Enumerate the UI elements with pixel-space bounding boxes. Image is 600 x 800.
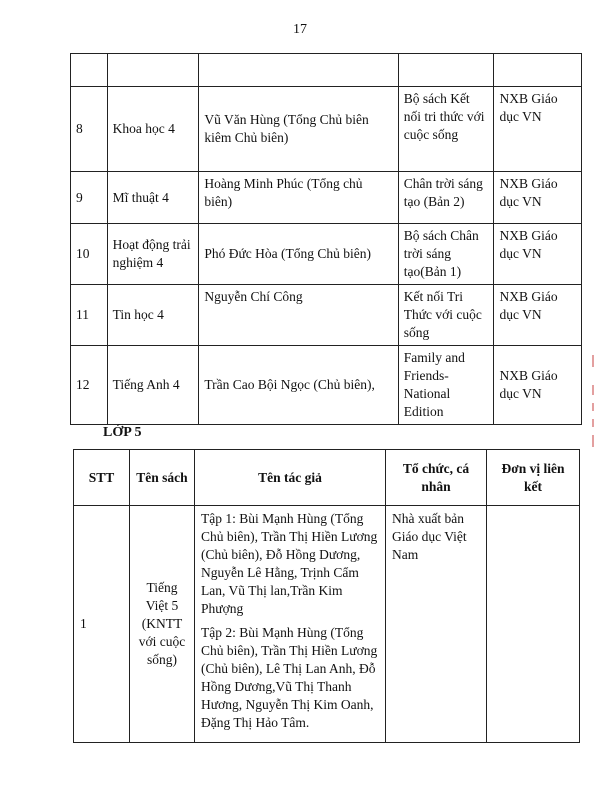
series-cell: Kết nối Tri Thức với cuộc sống xyxy=(398,285,494,346)
stt-cell: 12 xyxy=(71,346,108,425)
publisher-cell: NXB Giáo dục VN xyxy=(494,87,582,172)
book-cell: Tin học 4 xyxy=(107,285,199,346)
series-cell: Family and Friends-National Edition xyxy=(398,346,494,425)
stt-cell: 10 xyxy=(71,224,108,285)
book-cell: Hoạt động trải nghiệm 4 xyxy=(107,224,199,285)
page-number: 17 xyxy=(293,22,307,37)
publisher-cell: NXB Giáo dục VN xyxy=(494,172,582,224)
table-row xyxy=(71,87,582,172)
series-cell: Bộ sách Chân trời sáng tạo(Bản 1) xyxy=(398,224,494,285)
section-title-grade5: LỚP 5 xyxy=(103,425,142,440)
org-cell: Nhà xuất bản Giáo dục Việt Nam xyxy=(386,506,487,743)
table-header-row xyxy=(74,450,580,506)
header-stt: STT xyxy=(74,450,130,506)
table-row xyxy=(71,224,582,285)
author-cell: Phó Đức Hòa (Tổng Chủ biên) xyxy=(199,224,398,285)
table-row xyxy=(71,285,582,346)
book-cell: Tiếng Việt 5 (KNTT với cuộc sống) xyxy=(130,506,195,743)
publisher-cell: NXB Giáo dục VN xyxy=(494,346,582,425)
author-cell: Hoàng Minh Phúc (Tổng chủ biên) xyxy=(199,172,398,224)
author-volume-2: Tập 2: Bùi Mạnh Hùng (Tổng Chủ biên), Trần Thị Hiền Lương (Chủ biên), Lê Thị Lan Anh, Đỗ Hồng Dương,Vũ Thị Thanh Hương, Nguyễn Thị Kim Oanh, Đặng Thị Hảo Tâm. xyxy=(201,625,378,730)
header-author: Tên tác giả xyxy=(195,450,386,506)
author-cell: Vũ Văn Hùng (Tổng Chủ biên kiêm Chủ biên) xyxy=(199,87,398,172)
stt-cell: 8 xyxy=(71,87,108,172)
book-cell: Khoa học 4 xyxy=(107,87,199,172)
series-cell: Chân trời sáng tạo (Bản 2) xyxy=(398,172,494,224)
header-book: Tên sách xyxy=(130,450,195,506)
margin-stamp-icon xyxy=(590,355,596,455)
book-cell xyxy=(107,54,199,87)
table-row xyxy=(71,172,582,224)
author-cell xyxy=(195,506,386,743)
grade5-book-table xyxy=(73,449,580,743)
table-row xyxy=(74,506,580,743)
series-cell: Bộ sách Kết nối tri thức với cuộc sống xyxy=(398,87,494,172)
author-cell xyxy=(199,54,398,87)
stt-cell: 11 xyxy=(71,285,108,346)
margin-stamp-mark xyxy=(590,355,596,455)
book-cell: Tiếng Anh 4 xyxy=(107,346,199,425)
unit-cell xyxy=(487,506,580,743)
publisher-cell xyxy=(494,54,582,87)
grade4-book-table xyxy=(70,53,582,425)
book-cell: Mĩ thuật 4 xyxy=(107,172,199,224)
author-cell: Trần Cao Bội Ngọc (Chủ biên), xyxy=(199,346,398,425)
series-cell xyxy=(398,54,494,87)
stt-cell: 9 xyxy=(71,172,108,224)
table-row xyxy=(71,54,582,87)
table-row xyxy=(71,346,582,425)
header-unit: Đơn vị liên kết xyxy=(487,450,580,506)
stt-cell: 1 xyxy=(74,506,130,743)
publisher-cell: NXB Giáo dục VN xyxy=(494,285,582,346)
header-org: Tổ chức, cá nhân xyxy=(386,450,487,506)
stt-cell xyxy=(71,54,108,87)
author-cell: Nguyễn Chí Công xyxy=(199,285,398,346)
author-volume-1: Tập 1: Bùi Mạnh Hùng (Tổng Chủ biên), Trần Thị Hiền Lương (Chủ biên), Đỗ Hồng Dương, Nguyễn Lê Hằng, Trịnh Cẩm Lan, Vũ Thị lan,Trần Kim Phượng xyxy=(201,511,378,616)
publisher-cell: NXB Giáo dục VN xyxy=(494,224,582,285)
